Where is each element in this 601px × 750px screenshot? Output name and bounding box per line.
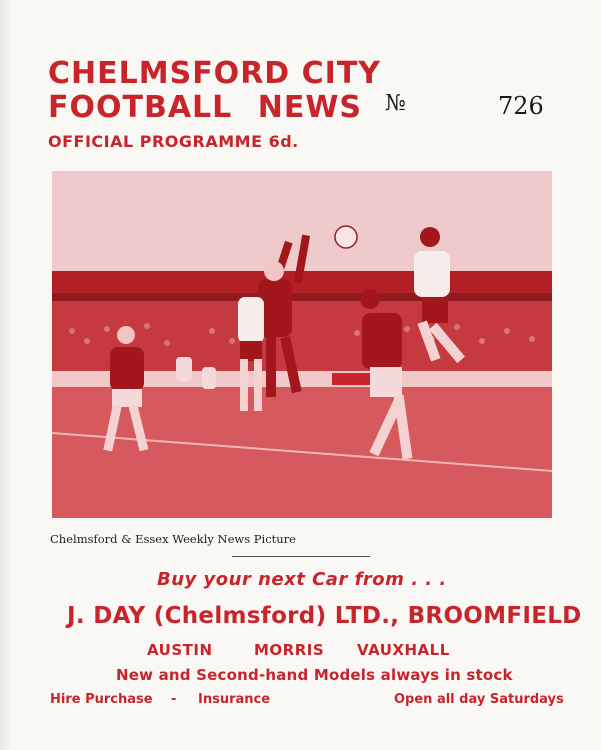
photo-caption: Chelmsford & Essex Weekly News Picture <box>50 532 296 546</box>
advert-dealer-name: J. DAY (Chelmsford) LTD., BROOMFIELD <box>67 603 582 629</box>
advert-footer-separator: - <box>171 692 177 707</box>
match-photo-illustration <box>52 171 552 518</box>
number-mark: № <box>385 91 406 116</box>
issue-number: 726 <box>498 92 544 120</box>
programme-subtitle: OFFICIAL PROGRAMME 6d. <box>48 132 299 151</box>
divider-rule <box>232 556 370 557</box>
page-fold-shadow <box>0 0 12 750</box>
advert-stock-line: New and Second-hand Models always in stock <box>116 666 513 684</box>
advert-insurance: Insurance <box>198 692 271 707</box>
advert-opening-hours: Open all day Saturdays <box>394 692 564 707</box>
advert-headline: Buy your next Car from . . . <box>157 569 447 590</box>
masthead-title-line-2: FOOTBALL NEWS <box>48 90 363 125</box>
advert-make-vauxhall: VAUXHALL <box>357 641 450 659</box>
masthead-title-line-1: CHELMSFORD CITY <box>48 56 382 91</box>
match-photograph <box>52 171 552 518</box>
advert-make-morris: MORRIS <box>254 641 325 659</box>
advert-make-austin: AUSTIN <box>147 641 213 659</box>
advert-hire-purchase: Hire Purchase <box>50 692 153 707</box>
